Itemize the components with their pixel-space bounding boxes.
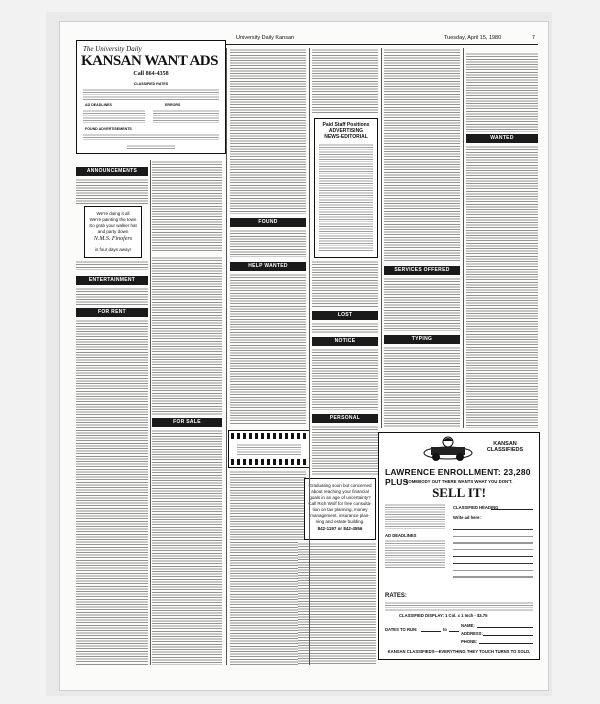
text-col3-top [230, 48, 306, 214]
errors-label: ERRORS [165, 103, 181, 107]
grad-line2: about reaching your financial [311, 489, 369, 494]
text-lost [312, 322, 378, 334]
painting-line1: We're doing it all [96, 211, 130, 216]
somebody-subhead: SOMEBODY OUT THERE WANTS WHAT YOU DON'T. [405, 479, 513, 484]
promo-text [385, 503, 445, 529]
rates-label: RATES: [385, 593, 407, 599]
text-col4-bottom [298, 542, 376, 665]
header-announcements: ANNOUNCEMENTS [76, 167, 148, 176]
kansan-footer-slogan: KANSAN CLASSIFIEDS—EVERYTHING THEY TOUCH TURNS TO SOLD. [387, 649, 531, 654]
want-ads-phone: Call 864-4358 [133, 71, 169, 77]
ad-deadlines-label: AD DEADLINES [385, 533, 417, 538]
kansan-classifieds-brand: KANSAN CLASSIFIEDS [486, 441, 524, 453]
header-found: FOUND [230, 218, 306, 227]
page-number: 7 [532, 35, 536, 41]
want-ads-title: KANSAN WANT ADS [81, 53, 218, 69]
text-col2-top [152, 160, 222, 252]
text-found [230, 229, 306, 257]
to-label: to [443, 627, 447, 632]
column-rule-1 [150, 160, 151, 665]
text-for-rent [76, 319, 148, 665]
staff-box-text [319, 143, 373, 251]
lawrence-enrollment-ad [378, 432, 540, 660]
grad-line6: management, insurance plan- [310, 513, 370, 518]
rates-table [83, 88, 219, 100]
found-label: FOUND ADVERTISEMENTS [85, 127, 132, 131]
grad-line4: Call Rich Wolf for free consulta- [308, 501, 372, 506]
column-rule-5 [463, 48, 464, 428]
heading-line [491, 509, 533, 510]
name-line[interactable] [477, 627, 533, 628]
text-col5-top [384, 48, 460, 262]
staff-title2: ADVERTISING [328, 128, 364, 134]
enrollment-headline: LAWRENCE ENROLLMENT: 23,280 PLUS [385, 467, 531, 487]
text-entertainment [76, 287, 148, 305]
text-services [384, 277, 460, 331]
text-col4-mid [312, 260, 378, 308]
text-announcements [76, 178, 148, 204]
text-help-wanted [230, 273, 306, 425]
want-ads-box [76, 40, 226, 154]
header-typing: TYPING [384, 335, 460, 344]
address-text [127, 144, 175, 149]
text-notice [312, 348, 378, 410]
phone-line[interactable] [479, 643, 533, 644]
text-after-painting [76, 260, 148, 270]
header-services-offered: SERVICES OFFERED [384, 266, 460, 275]
deadlines-list [385, 539, 445, 569]
text-for-sale [152, 429, 222, 665]
grad-line5: tion on tax planning, money [312, 507, 368, 512]
painting-line4: and party down [97, 229, 129, 234]
graduating-box [304, 478, 376, 540]
staff-title1: Paid Staff Positions [322, 122, 370, 128]
address-line[interactable] [483, 635, 533, 636]
date-from-line[interactable] [421, 631, 441, 632]
text-col4-top [312, 48, 378, 114]
painting-signature: N.M.S. Finofers [93, 236, 133, 242]
found-text [83, 133, 219, 141]
text-typing [384, 346, 460, 428]
text-col2-mid [152, 256, 222, 416]
want-ads-subtitle: The University Daily [83, 45, 142, 53]
header-for-rent: FOR RENT [76, 308, 148, 317]
header-wanted: WANTED [466, 134, 538, 143]
checkered-border-top [231, 433, 307, 439]
sell-it-headline: SELL IT! [432, 485, 486, 500]
grad-line3: goals in an age of uncertainty? [309, 495, 371, 500]
column-rule-3 [309, 48, 310, 665]
dates-to-run-label: DATES TO RUN: [385, 627, 418, 632]
name-label: NAME: [461, 623, 475, 628]
staff-title3: NEWS-EDITORIAL [324, 134, 368, 140]
grad-line8: 842-1197 or 842-4556 [317, 526, 363, 531]
text-personal [312, 425, 378, 475]
errors-text [153, 109, 219, 123]
staff-positions-box [314, 118, 378, 258]
painting-line3: So grab your walker hat [89, 223, 137, 228]
checkered-ad [228, 430, 310, 468]
grad-line7: ning and estate building. [315, 519, 365, 524]
text-col3-bottom [230, 470, 306, 665]
header-lost: LOST [312, 311, 378, 320]
painting-ad [84, 206, 142, 258]
painting-line2: We're painting the town [89, 217, 137, 222]
header-notice: NOTICE [312, 337, 378, 346]
classified-display-rate: CLASSIFIED DISPLAY: 1 Col. x 1 Inch - $3.75 [399, 613, 488, 618]
deadlines-label: AD DEADLINES [85, 103, 112, 107]
rates-table [385, 601, 533, 611]
header-entertainment: ENTERTAINMENT [76, 276, 148, 285]
column-rule-2 [226, 48, 227, 665]
write-ad-label: Write ad here: [453, 515, 481, 520]
date-to-line[interactable] [449, 631, 459, 632]
address-label: ADDRESS: [461, 631, 483, 636]
classified-heading-label: CLASSIFIED HEADING [453, 505, 499, 510]
write-ad-lines[interactable] [453, 523, 533, 583]
phone-label: PHONE: [461, 639, 478, 644]
column-rule-4 [381, 48, 382, 428]
painting-line5: is four days away! [94, 247, 131, 252]
grad-line1: Graduating soon but concerned [308, 483, 372, 488]
rates-label: CLASSIFIED RATES [133, 82, 169, 86]
checkered-border-bottom [231, 459, 307, 465]
deadlines-text [83, 109, 145, 123]
header-help-wanted: HELP WANTED [230, 262, 306, 271]
header-personal: PERSONAL [312, 414, 378, 423]
mascot-car-icon [421, 435, 475, 463]
checkered-ad-text [237, 443, 301, 455]
running-head-date: Tuesday, April 15, 1980 [444, 35, 502, 41]
running-head-title: University Daily Kansan [236, 35, 295, 41]
text-wanted [466, 145, 538, 428]
header-for-sale: FOR SALE [152, 418, 222, 427]
text-col6-top [466, 52, 538, 132]
